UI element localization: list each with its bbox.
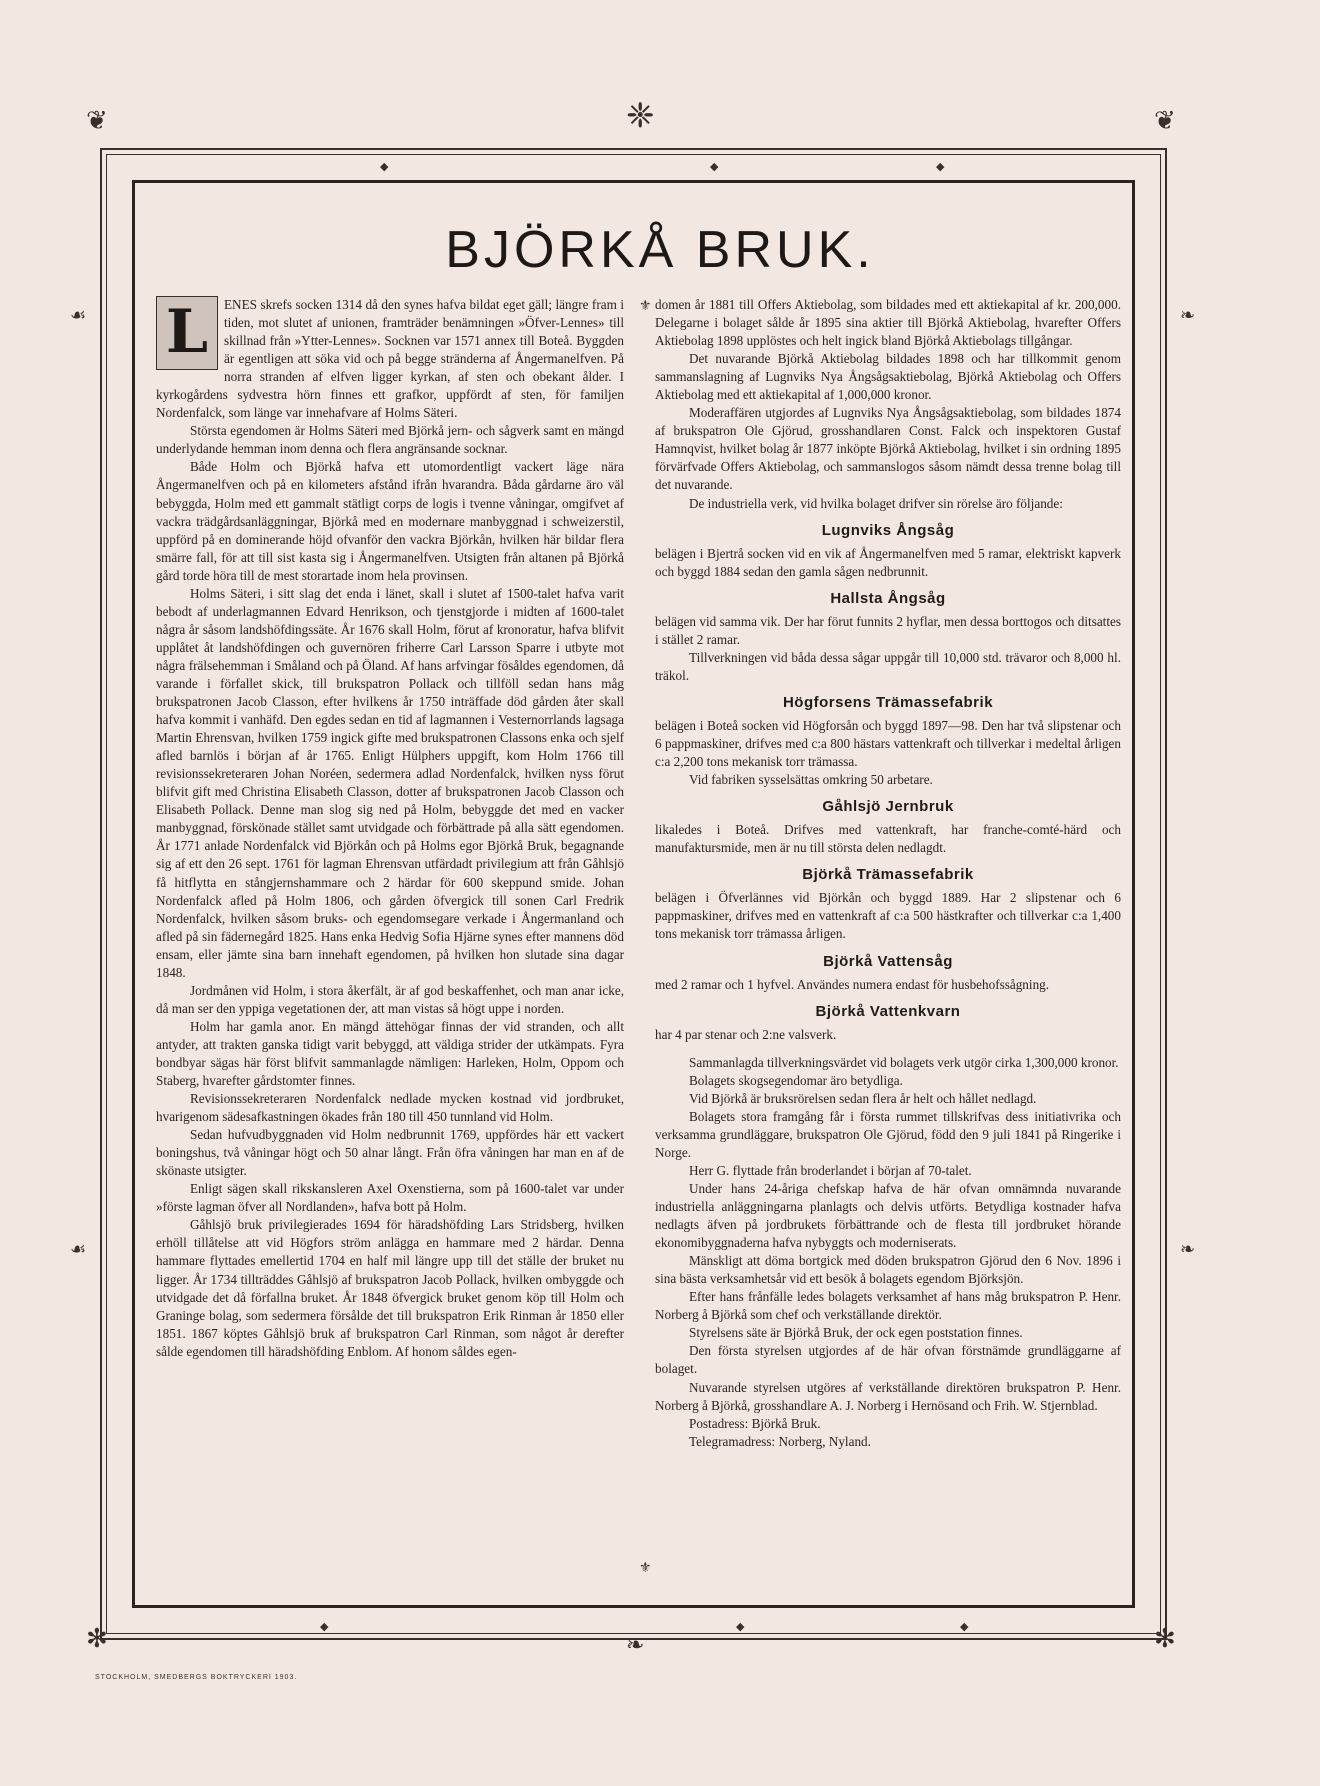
paragraph: Holms Säteri, i sitt slag det enda i länet, skall i slutet af 1500-talet hafva varit bebodt af underlagmannen Edvard Henrikson, och tjenstgjorde i midten af 1600-talet några år såsom landshöfdingssäte. År 1676 skall Holm, förut af kronoratur, hafva blifvit upplåtet åt landshöfdingen och guvernören friherre Carl Larsson Sparre i utbyte mot några frälsehemman i Småland och på Öland. Af hans arfvingar fösåldes egendomen, då varande i förfallet skick, till brukspatron Pollack och tillföll sedan hans måg brukspatronen Jacob Classon, efter hvilkens år 1750 inträffade död gården åter skall hafva kommit i vanhäfd. Den egdes sedan en tid af lagmannen i Vesternorrlands lagsaga Martin Ehrensvan, hvilken 1759 ingick gifte med brukspatronen Classons enka och sjelf afled barnlös i början af år 1765. Enligt Hülphers uppgift, kom Holm 1766 till revisionssekreteraren Johan Noréen, sedermera adlad Nordenfalck, hvilken nyss förut blifvit gift med Christina Elisabeth Classon, dotter af brukspatronen Jacob Classon och Elisabeth Pollack. Denne man slog sig ned på Holm, bebyggde det med en vacker manbyggnad, förskönade stället samt utvidgade och förbättrade på alla sätt egendomen. År 1771 anlade Nordenfalck vid Björkån och på Holms egor Björkå Bruk, begagnande sig af ett den 26 sept. 1761 för lagman Ehrensvan utfärdadt privilegium att från Gåhlsjö få hitflytta en stångjernshammare och 2 härdar för 600 skeppund smide. Johan Nordenfalck afled på Holm 1806, och gården öfvergick till sonen Carl Fredrik Nordenfalck, hvilken såsom bruks- och egendomsegare verkade i Ångermanland och afled på sin fädernegård 1825. Hans enka Hedvig Sofia Hjärne synes efter mannens död ensam, eller jämte sina barn innehaft egendomen, på hvilken hon slutade sina dagar 1848. (156, 585, 624, 980)
printer-imprint: STOCKHOLM, SMEDBERGS BOKTRYCKERI 1903. (95, 1674, 298, 1681)
paragraph: likaledes i Boteå. Drifves med vattenkraft, har franche-comté-härd och manufaktursmide, men är nu till största delen nedlagdt. (655, 822, 1121, 856)
side-scroll-icon: ☙ (70, 1239, 87, 1259)
intro-paragraph (156, 296, 624, 422)
section-heading-bjorka-tramassefabrik: Björkå Trämassefabrik (802, 866, 974, 884)
paragraph: Enligt sägen skall rikskansleren Axel Oxenstierna, som på 1600-talet var under »förste lagman öfver all Nordlanden», hafva bott på Holm. (156, 1181, 624, 1215)
paragraph: Bolagets skogsegendomar äro betydliga. (689, 1072, 903, 1088)
paragraph: Jordmånen vid Holm, i stora åkerfält, är af god beskaffenhet, och man anar icke, då man ser den yppiga vegetationen der, att man vistas så högt uppe i norden. (156, 982, 624, 1016)
paragraph: Moderaffären utgjordes af Lugnviks Nya Ångsågsaktiebolag, som bildades 1874 af brukspatron Ole Gjörud, grosshandlaren Const. Falck och inspektoren Gustaf Hamnqvist, hvilket bolag år 1877 inköpte Björkå Aktiebolag, hvilket i sin ordning 1895 förvärfvade Offers Aktiebolag, och sammanslogos såsom nämdt dessa trenne bolag till det nuvarande. (655, 405, 1121, 493)
paragraph: har 4 par stenar och 2:ne valsverk. (655, 1026, 837, 1042)
paragraph: Bolagets stora framgång får i första rummet tillskrifvas dess initiativrika och verksamma grundläggare, brukspatron Ole Gjörud, född den 9 juli 1841 på Ringerike i Norge. (655, 1108, 1121, 1160)
right-column (655, 296, 1121, 1451)
paragraph: belägen i Bjertrå socken vid en vik af Ångermanelfven med 5 ramar, elektriskt kapverk och byggd 1884 sedan den gamla sågen nedbrunnit. (655, 545, 1121, 579)
paragraph: Sammanlagda tillverkningsvärdet vid bolagets verk utgör cirka 1,300,000 kronor. (689, 1054, 1119, 1070)
paragraph: Nuvarande styrelsen utgöres af verkställande direktören brukspatron P. Henr. Norberg å Björkå, grosshandlare A. J. Norberg i Hernösand och Frih. W. Stjernblad. (655, 1379, 1121, 1413)
rule-diamond-icon: ◆ (960, 1621, 969, 1633)
bottom-ornament-icon: ❧ (626, 1632, 645, 1657)
crest-ornament-icon: ❈ (626, 98, 655, 135)
section-heading-bjorka-vattensag: Björkå Vattensåg (823, 952, 953, 970)
rule-diamond-icon: ◆ (320, 1621, 329, 1633)
column-bottom-ornament-icon: ⚜ (639, 1561, 652, 1576)
paragraph: domen år 1881 till Offers Aktiebolag, som bildades med ett aktiekapital af kr. 200,000. Delegarne i bolaget sålde år 1895 sina aktier till Björkå Aktiebolag, hvarefter Offers Aktiebolag 1898 upplöstes och helt ingick bland Björkå Aktiebolags tillgångar. (655, 297, 1121, 349)
paragraph: Vid fabriken sysselsättas omkring 50 arbetare. (689, 772, 933, 788)
paragraph: med 2 ramar och 1 hyfvel. Användes numera endast för husbehofssågning. (655, 976, 1050, 992)
spacer (655, 1044, 1121, 1054)
paragraph: Under hans 24-åriga chefskap hafva de här ofvan omnämnda nuvarande industriella anläggningarna planlagts och delvis utförts. Betydliga kostnader hafva nedlagts äfven på jordbrukets förbättrande och de flesta till jordbruket hörande ekonomibyggnaderna hafva nybyggts och moderniserats. (655, 1181, 1121, 1251)
postal-address: Postadress: Björkå Bruk. (689, 1415, 821, 1431)
paragraph: belägen vid samma vik. Der har förut funnits 2 hyflar, men dessa borttogos och ditsattes i stället 2 ramar. (655, 613, 1121, 647)
dropcap-initial (156, 296, 218, 370)
corner-ornament-icon: ❦ (1154, 106, 1176, 135)
paragraph: Största egendomen är Holms Säteri med Björkå jern- och sågverk samt en mängd underlydande hemman inom denna och flera angränsande socknar. (156, 423, 624, 457)
column-top-ornament-icon: ⚜ (639, 299, 652, 314)
paragraph: belägen i Boteå socken vid Högforsån och byggd 1897—98. Den har två slipstenar och 6 pappmaskiner, drifves med c:a 800 hästars vattenkraft och tillverkar i medeltal årligen c:a 2,200 tons mekanisk torr trämassa. (655, 717, 1121, 770)
paragraph: Styrelsens säte är Björkå Bruk, der ock egen poststation finnes. (689, 1325, 1023, 1341)
left-column (156, 296, 624, 1361)
side-scroll-icon: ☙ (70, 305, 87, 325)
section-heading-hallsta: Hallsta Ångsåg (830, 589, 946, 607)
corner-ornament-icon: ✻ (1154, 1624, 1176, 1653)
paragraph: belägen i Öfverlännes vid Björkån och byggd 1889. Har 2 slipstenar och 6 pappmaskiner, drifves med en vattenkraft af c:a 500 hästkrafter och tillverkar c:a 1,400 tons mekanisk torr trämassa årligen. (655, 890, 1121, 942)
section-heading-gahlsjo: Gåhlsjö Jernbruk (822, 798, 954, 816)
paragraph: Det nuvarande Björkå Aktiebolag bildades 1898 och har tillkommit genom sammanslagning af Lugnviks Nya Ångsågsaktiebolag, Björkå Aktiebolag och Offers Aktiebolag med ett aktiekapital af 1,000,000 kronor. (655, 351, 1121, 403)
telegram-address: Telegramadress: Norberg, Nyland. (689, 1433, 871, 1449)
section-heading-bjorka-vattenkvarn: Björkå Vattenkvarn (815, 1002, 961, 1020)
rule-diamond-icon: ◆ (936, 161, 945, 173)
paragraph: Gåhlsjö bruk privilegierades 1694 för häradshöfding Lars Stridsberg, hvilken erhöll tillåtelse att vid Högfors ström anlägga en hammare med 2 härdar. Denna hammare flyttades emellertid 1704 en half mil längre upp till det ställe der bruket nu ligger. År 1734 tillträddes Gåhlsjö af brukspatron Jacob Pollack, hvilken ombyggde och utvidgade det då förfallna bruket. År 1848 öfvergick bruket genom köp till Holm och Graninge bolag, som sedermera försålde det till brukspatron Erik Rinman år 1850 eller 1851. 1867 köptes Gåhlsjö bruk af brukspatron Carl Rinman, som något år derefter sålde egendomen till häradshöfding Enblom. Af honom såldes egen- (156, 1217, 624, 1359)
paragraph: Herr G. flyttade från broderlandet i början af 70-talet. (689, 1162, 972, 1178)
paragraph: De industriella verk, vid hvilka bolaget drifver sin rörelse äro följande: (689, 495, 1063, 511)
paragraph: Sedan hufvudbyggnaden vid Holm nedbrunnit 1769, uppfördes här ett vackert boningshus, två våningar högt och 50 alnar långt. Från öfra våningen har man en af de skönaste utsigter. (156, 1127, 624, 1179)
paragraph: Revisionssekreteraren Nordenfalck nedlade mycken kostnad vid jordbruket, hvarigenom sädesafkastningen ökades från 180 till 450 tunnland vid Holm. (156, 1091, 624, 1125)
paragraph: Efter hans frånfälle ledes bolagets verksamhet af hans måg brukspatron P. Henr. Norberg å Björkå som chef och verkställande direktör. (655, 1289, 1121, 1323)
dropcap-letter: L (165, 297, 209, 367)
paragraph: Mänskligt att döma bortgick med döden brukspatron Gjörud den 6 Nov. 1896 i sina bästa verksamhetsår vid ett besök å bolagets egendom Björksjön. (655, 1253, 1121, 1287)
rule-diamond-icon: ◆ (380, 161, 389, 173)
corner-ornament-icon: ❦ (86, 106, 108, 135)
page-title: BJÖRKÅ BRUK. (445, 221, 875, 279)
paragraph: Den första styrelsen utgjordes af de här ofvan förstnämde grundläggarne af bolaget. (655, 1343, 1121, 1377)
corner-ornament-icon: ✻ (86, 1624, 108, 1653)
rule-diamond-icon: ◆ (736, 1621, 745, 1633)
paragraph: Holm har gamla anor. En mängd ättehögar finnas der vid stranden, och allt antyder, att trakten ganska tidigt varit bebyggd, att väldiga strider der utkämpats. Fyra bondbyar sägas här först blifvit sammanlagde nämligen: Harleken, Holm, Oppom och Staberg, hvarefter gårdstomter finnes. (156, 1018, 624, 1089)
paragraph: Både Holm och Björkå hafva ett utomordentligt vackert läge nära Ångermanelfven och på en kilometers afstånd ifrån hvarandra. Båda gårdarne äro väl bebyggda, Holm med ett gammalt stätligt corps de logis i tvenne våningar, omgifvet af vackra trädgårdsanläggningar, Björkå med en modernare manbyggnad i schweizerstil, uppförd på en dominerande höjd ofvanför den vackra Björkån, hvilken här bildar flera smärre fall, för att till sist kasta sig i Ångermanelfven. Utsigten från altanen på Björkå gård torde höra till de mest storartade inom hela provinsen. (156, 459, 624, 583)
paragraph: Vid Björkå är bruksrörelsen sedan flera år helt och hållet nedlagd. (689, 1090, 1037, 1106)
rule-diamond-icon: ◆ (710, 161, 719, 173)
paragraph: Tillverkningen vid båda dessa sågar uppgår till 10,000 std. trävaror och 8,000 hl. träkol. (655, 649, 1121, 683)
side-scroll-icon: ❧ (1180, 305, 1196, 325)
section-heading-lugnviks: Lugnviks Ångsåg (821, 521, 955, 539)
intro-paragraph-text: ENES skrefs socken 1314 då den synes hafva bildat eget gäll; längre fram i tiden, mot slutet af unionen, framträder benämningen »Öfver-Lennes» till skillnad från »Ytter-Lennes». Socknen var 1571 annex till Boteå. Byggden är egentligen att söka vid och på begge stränderna af Ångermanelfven. På norra stranden af elfven ligger kyrkan, af sten och obekant ålder. I kyrkogårdens sydvestra hörn finnes ett grafkor, uppfördt af sten, för familjen Nordenfalck, som länge var innehafvare af Holms Säteri. (156, 297, 624, 421)
side-scroll-icon: ❧ (1180, 1239, 1196, 1259)
section-heading-hogforsens: Högforsens Trämassefabrik (782, 693, 994, 711)
